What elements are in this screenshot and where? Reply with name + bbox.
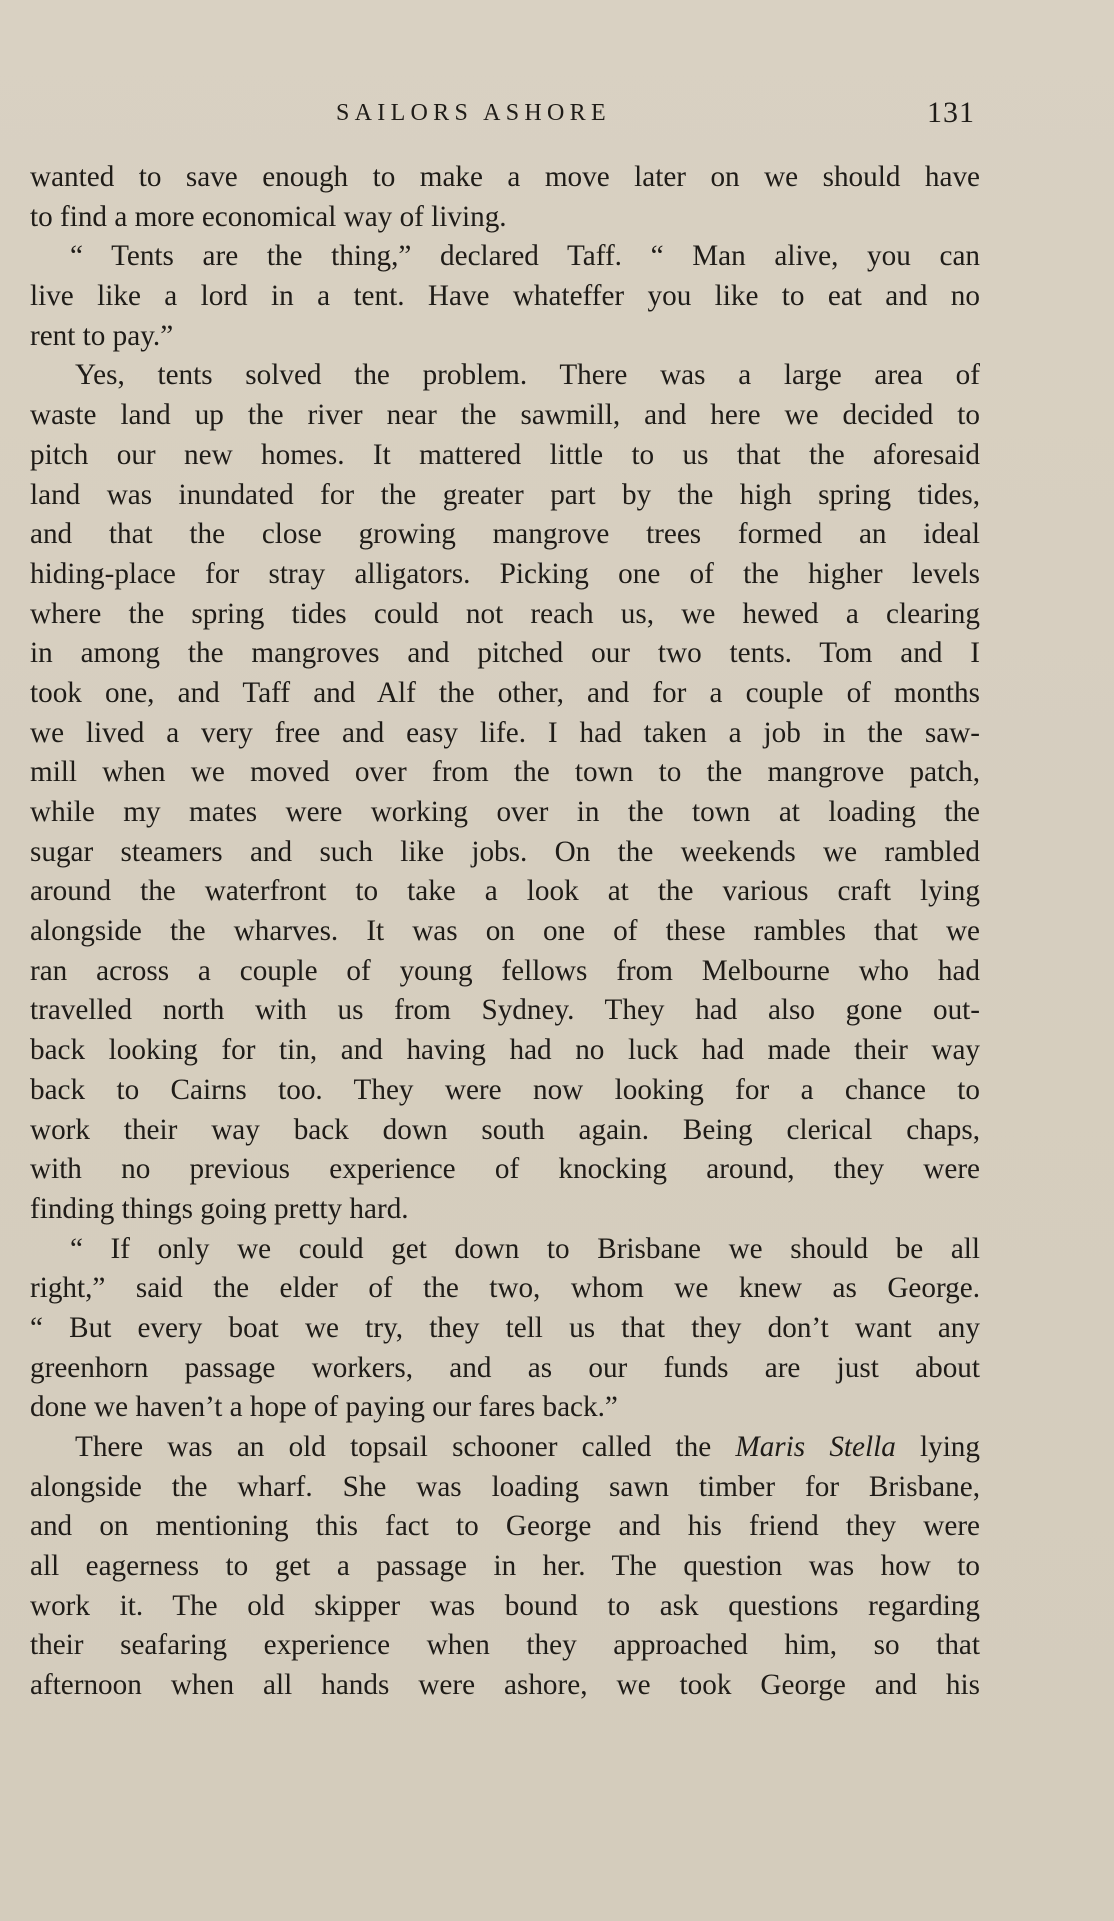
text-line-14: took one, and Taff and Alf the other, and for a couple of months (30, 676, 980, 709)
text-line-28: “ If only we could get down to Brisbane we should be all (70, 1232, 980, 1265)
text-line-29: right,” said the elder of the two, whom we knew as George. (30, 1272, 980, 1305)
text-line-7: waste land up the river near the sawmill, and here we decided to (30, 399, 980, 432)
text-line-25: work their way back down south again. Being clerical chaps, (30, 1113, 980, 1146)
text-line-34: alongside the wharf. She was loading sawn timber for Brisbane, (30, 1470, 980, 1503)
text-line-5: rent to pay.” (30, 319, 174, 352)
text-line-10: and that the close growing mangrove trees formed an ideal (30, 518, 980, 551)
text-line-33 (30, 1428, 980, 1468)
text-line-33-end: lying (895, 1431, 980, 1463)
text-line-18: sugar steamers and such like jobs. On the weekends we rambled (30, 835, 980, 868)
text-line-35: and on mentioning this fact to George and his friend they were (30, 1510, 980, 1543)
running-header (0, 98, 1114, 134)
text-line-31: greenhorn passage workers, and as our funds are just about (30, 1351, 980, 1384)
ship-name: Maris Stella (735, 1431, 896, 1463)
text-line-6: Yes, tents solved the problem. There was a large area of (75, 359, 980, 392)
text-line-33-start: There was an old topsail schooner called the (75, 1431, 736, 1463)
text-line-30: “ But every boat we try, they tell us that they don’t want any (30, 1311, 980, 1344)
text-line-39: afternoon when all hands were ashore, we took George and his (30, 1669, 980, 1702)
text-line-9: land was inundated for the greater part by the high spring tides, (30, 478, 980, 511)
text-line-1: wanted to save enough to make a move later on we should have (30, 161, 980, 193)
text-line-16: mill when we moved over from the town to the mangrove patch, (30, 756, 980, 789)
page-number: 131 (927, 96, 975, 129)
text-line-37: work it. The old skipper was bound to ask questions regarding (30, 1589, 980, 1622)
text-line-21: ran across a couple of young fellows from Melbourne who had (30, 954, 980, 987)
text-line-3: “ Tents are the thing,” declared Taff. “ Man alive, you can (70, 240, 980, 273)
text-line-2: to find a more economical way of living. (30, 200, 507, 233)
text-line-11: hiding-place for stray alligators. Picking one of the higher levels (30, 557, 980, 590)
text-line-24: back to Cairns too. They were now looking for a chance to (30, 1073, 980, 1106)
text-line-23: back looking for tin, and having had no luck had made their way (30, 1034, 980, 1067)
text-line-27: finding things going pretty hard. (30, 1192, 409, 1225)
text-line-36: all eagerness to get a passage in her. The question was how to (30, 1550, 980, 1583)
text-line-26: with no previous experience of knocking around, they were (30, 1153, 980, 1186)
text-line-12: where the spring tides could not reach us, we hewed a clearing (30, 597, 980, 630)
text-line-8: pitch our new homes. It mattered little to us that the aforesaid (30, 438, 980, 471)
text-line-13: in among the mangroves and pitched our two tents. Tom and I (30, 637, 980, 670)
text-line-20: alongside the wharves. It was on one of these rambles that we (30, 915, 980, 948)
text-line-19: around the waterfront to take a look at the various craft lying (30, 875, 980, 908)
text-line-4: live like a lord in a tent. Have whateffer you like to eat and no (30, 280, 980, 313)
text-line-32: done we haven’t a hope of paying our fares back.” (30, 1391, 618, 1424)
text-line-22: travelled north with us from Sydney. They had also gone out- (30, 994, 980, 1027)
text-line-17: while my mates were working over in the town at loading the (30, 796, 980, 828)
text-line-38: their seafaring experience when they approached him, so that (30, 1629, 980, 1662)
running-title: SAILORS ASHORE (336, 100, 611, 126)
body-text (30, 158, 980, 1706)
text-line-15: we lived a very free and easy life. I had taken a job in the saw- (30, 716, 980, 749)
